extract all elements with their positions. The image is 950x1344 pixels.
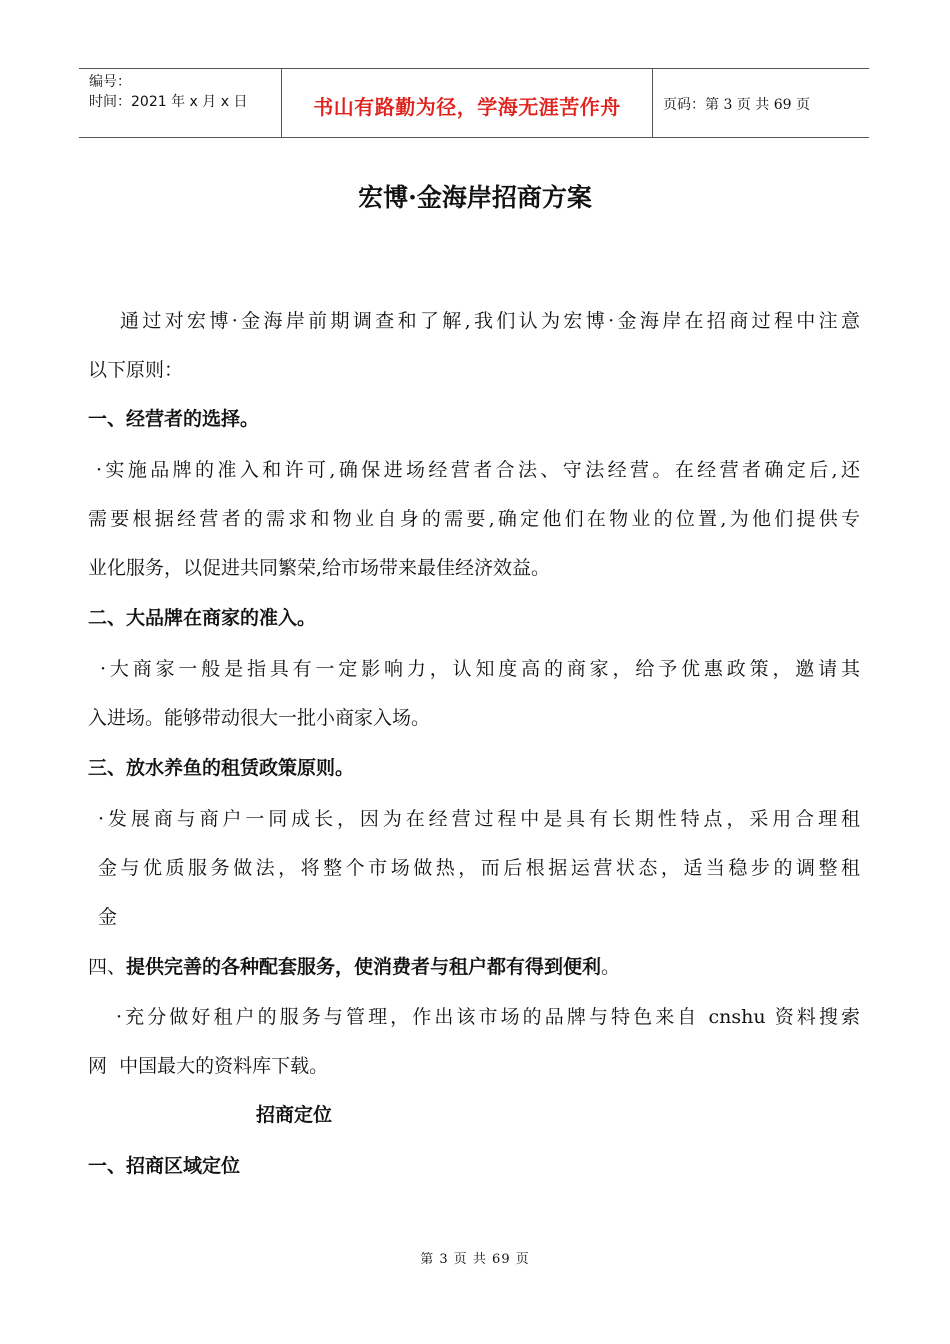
section-heading-suffix: 。 bbox=[601, 956, 621, 978]
section-heading: 一、经营者的选择。 bbox=[88, 408, 260, 430]
document-title: 宏博·金海岸招商方案 bbox=[358, 183, 592, 212]
section-body-line: 业化服务，以促进共同繁荣,给市场带来最佳经济效益。 bbox=[88, 557, 551, 579]
intro-paragraph-line: 通过对宏博·金海岸前期调查和了解,我们认为宏博·金海岸在招商过程中注意 bbox=[120, 310, 860, 332]
section-body-line: 入进场。能够带动很大一批小商家入场。 bbox=[88, 707, 431, 729]
header-page-info: 页码：第 3 页 共 69 页 bbox=[663, 97, 810, 113]
section-heading: 一、招商区域定位 bbox=[88, 1155, 241, 1177]
section-heading-text: 提供完善的各种配套服务，使消费者与租户都有得到便利 bbox=[126, 956, 602, 978]
header-page-cell bbox=[653, 69, 869, 137]
section-heading-prefix: 四、 bbox=[88, 956, 127, 978]
section-heading: 二、大品牌在商家的准入。 bbox=[88, 607, 317, 629]
section-body-line: 需要根据经营者的需求和物业自身的需要,确定他们在物业的位置,为他们提供专 bbox=[88, 508, 860, 530]
section-body-line: ·大商家一般是指具有一定影响力，认知度高的商家，给予优惠政策，邀请其 bbox=[100, 658, 860, 680]
section-body-line: ·充分做好租户的服务与管理，作出该市场的品牌与特色来自 cnshu 资料搜索 bbox=[116, 1006, 860, 1028]
header-motto-cell bbox=[282, 69, 653, 137]
section-body-line: 金 bbox=[98, 906, 118, 928]
section-heading: 三、放水养鱼的租赁政策原则。 bbox=[88, 757, 355, 779]
header-motto: 书山有路勤为径，学海无涯苦作舟 bbox=[313, 95, 621, 119]
page-footer: 第 3 页 共 69 页 bbox=[420, 1252, 530, 1267]
section-body-line: 金与优质服务做法，将整个市场做热，而后根据运营状态，适当稳步的调整租 bbox=[98, 857, 860, 879]
document-number-label: 编号： bbox=[89, 74, 131, 90]
document-time-label: 时间：2021 年 x 月 x 日 bbox=[89, 94, 248, 110]
section-body-line: ·发展商与商户一同成长，因为在经营过程中是具有长期性特点，采用合理租 bbox=[98, 808, 860, 830]
section-body-line: ·实施品牌的准入和许可,确保进场经营者合法、守法经营。在经营者确定后,还 bbox=[96, 459, 860, 481]
header-meta-cell bbox=[79, 69, 282, 137]
section-heading bbox=[88, 956, 620, 978]
section-body-line: 网 中国最大的资料库下载。 bbox=[88, 1055, 329, 1077]
header-table bbox=[79, 68, 869, 138]
subsection-title: 招商定位 bbox=[256, 1104, 333, 1126]
intro-paragraph-line: 以下原则： bbox=[88, 359, 184, 381]
